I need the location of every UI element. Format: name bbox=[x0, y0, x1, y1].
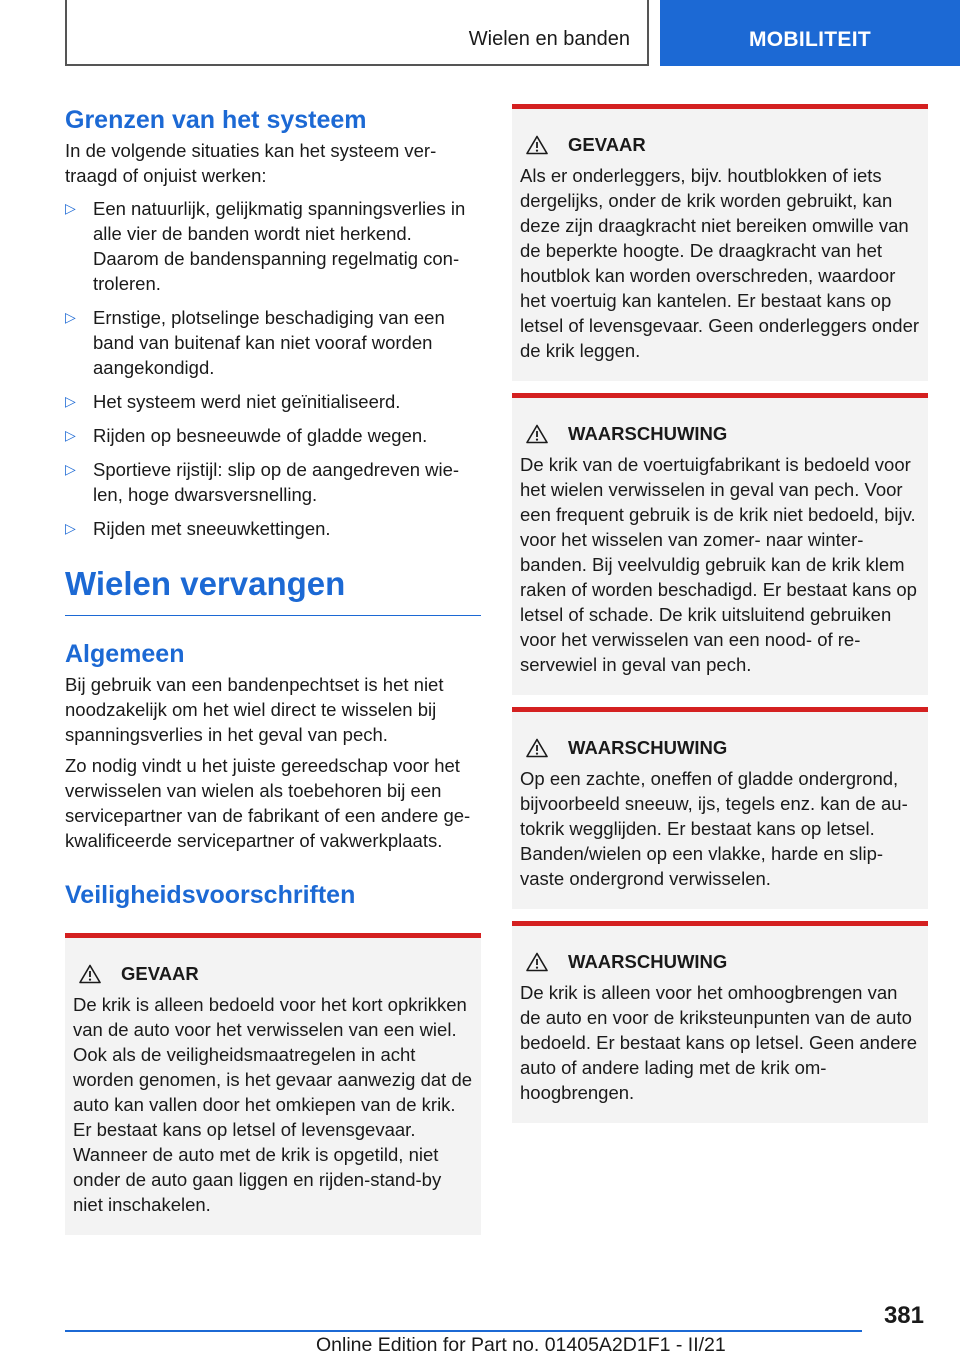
list-item: ▷ Ernstige, plotselinge beschadiging van een band van buitenaf kan niet vooraf worden aangekondigd. bbox=[65, 307, 445, 378]
warning-text: Op een zachte, oneffen of gladde ondergrond, bijvoorbeeld sneeuw, ijs, tegels enz. kan de autokrik wegglijden. Er bestaat kans op letsel. Banden/wielen op een vlakke, harde en slipvaste ondergrond verwisselen. bbox=[520, 768, 908, 889]
chapter-tab[interactable] bbox=[660, 0, 960, 66]
list-item: ▷ Rijden met sneeuwkettingen. bbox=[65, 518, 331, 539]
page-number: 381 bbox=[883, 1302, 924, 1329]
triangle-right-outline-icon: ▷ bbox=[65, 427, 76, 443]
limits-intro: In de volgende situaties kan het systeem vertraagd of onjuist werken: bbox=[65, 140, 437, 186]
danger-label: GEVAAR bbox=[121, 963, 199, 984]
warning-triangle-icon bbox=[526, 952, 548, 972]
list-item: ▷ Een natuurlijk, gelijkmatig spanningsverlies in alle vier de banden wordt niet herkend. Daarom de bandenspanning regelmatig controleren. bbox=[65, 198, 466, 294]
triangle-right-outline-icon: ▷ bbox=[65, 520, 76, 536]
warning-box-2 bbox=[512, 707, 928, 909]
danger-label: GEVAAR bbox=[568, 134, 646, 155]
warning-label: WAARSCHUWING bbox=[568, 737, 728, 758]
left-column bbox=[65, 104, 481, 1235]
list-item: ▷ Het systeem werd niet geïnitialiseerd. bbox=[65, 391, 401, 412]
replace-wheels-heading: Wielen vervangen bbox=[65, 563, 481, 616]
danger-text: De krik is alleen bedoeld voor het kort opkrikken van de auto voor het verwisselen van een wiel. Ook als de veiligheidsmaatregelen in acht worden genomen, is het gevaar aanwezig dat de auto kan vallen door het omkiepen van de krik. Er bestaat kans op letsel of levensgevaar. Wanneer de auto met de krik is opgetild, niet onder de auto gaan liggen en rijden-stand-by niet inschakelen. bbox=[73, 994, 473, 1215]
warning-triangle-icon bbox=[79, 964, 101, 984]
general-paragraph-2: Zo nodig vindt u het juiste gereedschap voor het verwisselen van wielen als toebehoren bij een servicepartner van de fabrikant of een andere gekwalificeerde servicepartner of vakwerkplaats. bbox=[65, 755, 471, 851]
triangle-right-outline-icon: ▷ bbox=[65, 393, 76, 409]
running-header-section: Wielen en banden bbox=[468, 28, 630, 50]
warning-triangle-icon bbox=[526, 424, 548, 444]
warning-text: De krik is alleen voor het omhoogbrengen van de auto en voor de kriksteunpunten van de auto bedoeld. Er bestaat kans op letsel. Geen andere auto of andere lading met de krik omhoogbrengen. bbox=[520, 982, 917, 1103]
danger-box-1 bbox=[65, 933, 481, 1235]
triangle-right-outline-icon: ▷ bbox=[65, 309, 76, 325]
general-heading: Algemeen bbox=[65, 640, 185, 668]
warning-text: De krik van de voertuigfabrikant is bedoeld voor het wielen verwisselen in geval van pech. Voor een frequent gebruik is de krik niet bedoeld, bijv. voor het wisselen van zomer- naar winterbanden. Bij veelvuldig gebruik kan de krik klem raken of worden beschadigd. Er bestaat kans op letsel of schade. De krik uitsluitend gebruiken voor het verwisselen van een nood- of reservewiel in geval van pech. bbox=[520, 454, 917, 675]
triangle-right-outline-icon: ▷ bbox=[65, 461, 76, 477]
chapter-tab-label: MOBILITEIT bbox=[749, 28, 871, 51]
footer-edition: Online Edition for Part no. 01405A2D1F1 - II/21 bbox=[316, 1334, 726, 1356]
limits-list bbox=[65, 196, 481, 541]
triangle-right-outline-icon: ▷ bbox=[65, 200, 76, 216]
warning-box-3 bbox=[512, 921, 928, 1123]
right-column bbox=[512, 104, 928, 1123]
footer-divider bbox=[65, 1330, 862, 1332]
list-item: ▷ Rijden op besneeuwde of gladde wegen. bbox=[65, 425, 428, 446]
general-paragraph-1: Bij gebruik van een bandenpechtset is het niet noodzakelijk om het wiel direct te wisselen bij spanningsverlies in het geval van pech. bbox=[65, 674, 444, 745]
warning-box-1 bbox=[512, 393, 928, 695]
safety-heading: Veiligheidsvoorschriften bbox=[65, 881, 356, 909]
limits-heading: Grenzen van het systeem bbox=[65, 106, 367, 134]
danger-text: Als er onderleggers, bijv. houtblokken of iets dergelijks, onder de krik worden gebruikt, kan deze zijn draagkracht niet bereiken omwille van de beperkte hoogte. De draagkracht van het houtblok kan worden overschreden, waardoor het voertuig kan kantelen. Er bestaat kans op letsel of levensgevaar. Geen onderleggers onder de krik leggen. bbox=[520, 165, 920, 361]
warning-label: WAARSCHUWING bbox=[568, 951, 728, 972]
warning-label: WAARSCHUWING bbox=[568, 423, 728, 444]
warning-triangle-icon bbox=[526, 738, 548, 758]
list-item: ▷ Sportieve rijstijl: slip op de aangedreven wielen, hoge dwarsversnelling. bbox=[65, 459, 460, 505]
warning-triangle-icon bbox=[526, 135, 548, 155]
danger-box-2 bbox=[512, 104, 928, 381]
